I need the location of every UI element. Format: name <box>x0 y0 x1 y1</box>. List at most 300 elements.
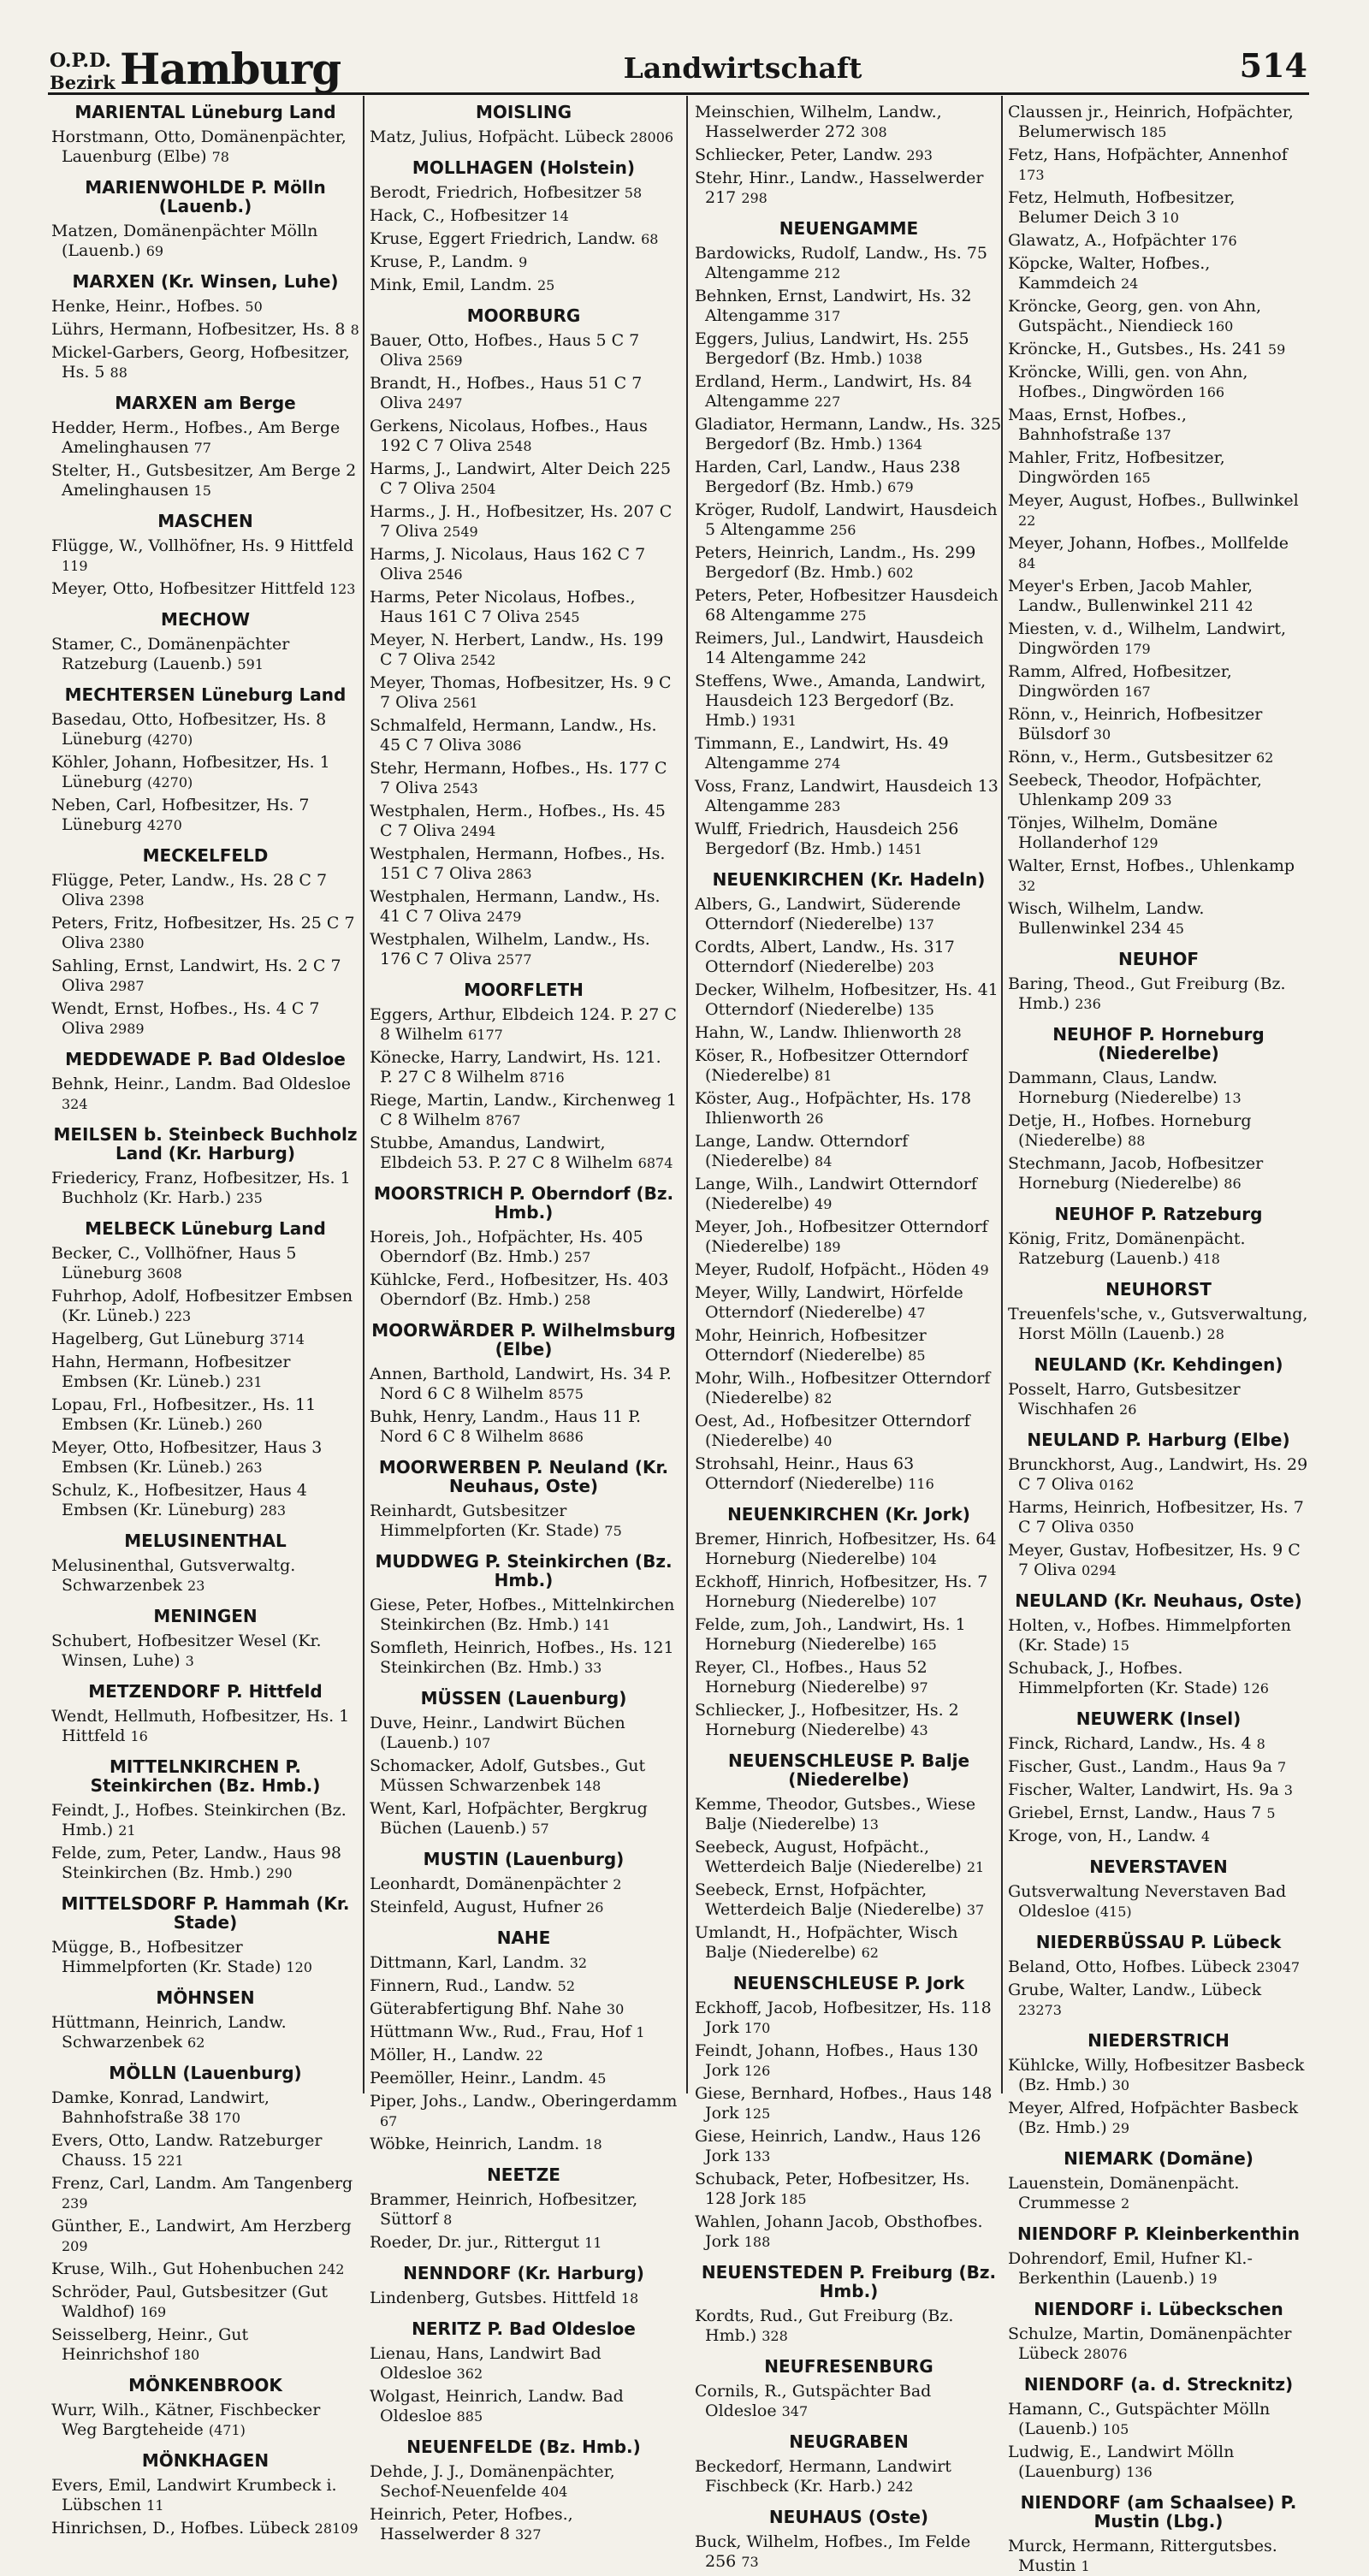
listing-text: Maas, Ernst, Hofbes., Bahnhofstraße <box>1008 406 1187 444</box>
listing-entry <box>51 1844 359 1883</box>
listing-entry <box>370 1134 678 1173</box>
phone-number: 88 <box>110 364 127 381</box>
column-1 <box>51 101 359 2538</box>
phone-number: 223 <box>164 1308 192 1324</box>
listing-entry <box>370 417 678 456</box>
listing-entry <box>1008 2249 1309 2289</box>
listing-entry <box>695 980 1003 1020</box>
phone-number: 885 <box>456 2408 483 2425</box>
listing-text: Schubert, Hofbesitzer Wesel (Kr. Winsen, Luhe) <box>51 1631 322 1670</box>
listing-entry <box>1008 188 1309 228</box>
phone-number: 3714 <box>270 1331 305 1347</box>
listing-entry <box>51 1938 359 1977</box>
phone-number: 328 <box>762 2328 788 2344</box>
listing-entry <box>1008 2537 1309 2576</box>
listing-text: Meyer, Alfred, Hofpächter Basbeck (Bz. Hmb.) <box>1008 2099 1299 2137</box>
listing-text: Tönjes, Wilhelm, Domäne Hollanderhof <box>1008 814 1218 852</box>
listing-entry <box>1008 2056 1309 2095</box>
phone-number: 165 <box>910 1637 937 1653</box>
place-heading: MOLLHAGEN (Holstein) <box>412 157 636 178</box>
listing-entry <box>51 2088 359 2128</box>
listing-text: Harden, Carl, Landw., Haus 238 Bergedorf (Bz. Hmb.) <box>695 458 961 496</box>
listing-entry <box>51 418 359 458</box>
phone-number: 185 <box>1140 124 1167 140</box>
listing-text: Piper, Johs., Landw., Oberingerdamm <box>370 2092 678 2111</box>
phone-number: 15 <box>193 483 211 499</box>
phone-number: 8 <box>443 2212 453 2228</box>
listing-entry <box>370 206 678 226</box>
listing-text: Wahlen, Johann Jacob, Obsthofbes. Jork <box>695 2212 983 2251</box>
listing-text: Kühlcke, Willy, Hofbesitzer Basbeck (Bz. Hmb.) <box>1008 2056 1305 2094</box>
phone-number: 15 <box>1111 1637 1129 1654</box>
listing-entry <box>1008 534 1309 573</box>
listing-text: Duve, Heinr., Landwirt Büchen (Lauenb.) <box>370 1714 625 1752</box>
phone-number: 2546 <box>427 566 463 583</box>
phone-number: 29 <box>1111 2120 1130 2136</box>
listing-text: Lienau, Hans, Landwirt Bad Oldesloe <box>370 2344 602 2383</box>
listing-text: Leonhardt, Domänenpächter <box>370 1874 608 1893</box>
listing-entry <box>370 545 678 584</box>
phone-number: 2863 <box>496 866 532 882</box>
listing-entry <box>370 2092 678 2131</box>
listing-entry <box>695 2212 1003 2252</box>
phone-number: 23047 <box>1256 1959 1301 1975</box>
listing-entry <box>370 2387 678 2426</box>
listing-text: Eggers, Arthur, Elbdeich 124. P. 27 C 8 Wilhelm <box>370 1005 677 1044</box>
listing-text: Seebeck, August, Hofpächt., Wetterdeich Balje (Niederelbe) <box>695 1838 962 1876</box>
place-heading: MECKELFELD <box>142 845 269 866</box>
column-4 <box>1008 101 1309 2575</box>
phone-number: 45 <box>1166 921 1184 937</box>
phone-number: (4270) <box>147 774 193 791</box>
place-heading: NEUENSCHLEUSE P. Balje (Niederelbe) <box>727 1750 970 1790</box>
listing-text: Henke, Heinr., Hofbes. <box>51 297 240 316</box>
place-heading: MUDDWEG P. Steinkirchen (Bz. Hmb.) <box>375 1551 673 1590</box>
phone-number: 28076 <box>1083 2346 1128 2362</box>
listing-text: Peters, Fritz, Hofbesitzer, Hs. 25 C 7 Oliva <box>51 914 355 952</box>
listing-text: Harms., J. H., Hofbesitzer, Hs. 207 C 7 Oliva <box>370 502 673 541</box>
listing-text: Kröncke, Willi, gen. von Ahn, Hofbes., Dingwörden <box>1008 363 1248 401</box>
phone-number: 84 <box>1018 555 1036 571</box>
listing-entry <box>695 1701 1003 1740</box>
phone-number: 308 <box>861 124 887 140</box>
phone-number: 136 <box>1126 2464 1153 2480</box>
listing-entry <box>370 1976 678 1996</box>
listing-entry <box>51 1395 359 1435</box>
phone-number: 404 <box>541 2484 568 2500</box>
phone-number: 2549 <box>442 524 478 540</box>
listing-text: Schulze, Martin, Domänenpächter Lübeck <box>1008 2324 1292 2363</box>
listing-text: Meinschien, Wilhelm, Landw., Hasselwerder 272 <box>695 103 942 141</box>
listing-text: Meyer's Erben, Jacob Mahler, Landw., Bullenwinkel 211 <box>1008 577 1253 615</box>
listing-text: Eckhoff, Jacob, Hofbesitzer, Hs. 118 Jork <box>695 1999 992 2037</box>
listing-entry <box>695 1880 1003 1920</box>
listing-entry <box>370 887 678 927</box>
listing-text: Neben, Carl, Hofbesitzer, Hs. 7 Lüneburg <box>51 796 310 834</box>
listing-text: Schröder, Paul, Gutsbesitzer (Gut Waldhof) <box>51 2283 329 2321</box>
phone-number: 73 <box>741 2554 759 2570</box>
listing-text: Erdland, Herm., Landwirt, Hs. 84 Altengamme <box>695 372 973 411</box>
listing-entry <box>695 938 1003 977</box>
listing-entry <box>1008 1455 1309 1495</box>
listing-entry <box>370 1874 678 1894</box>
listing-text: Meyer, Thomas, Hofbesitzer, Hs. 9 C 7 Oliva <box>370 673 672 712</box>
listing-entry <box>370 2505 678 2544</box>
phone-number: 33 <box>584 1660 602 1676</box>
phone-number: 602 <box>887 565 914 581</box>
listing-text: Köpcke, Walter, Hofbes., Kammdeich <box>1008 254 1211 293</box>
phone-number: 75 <box>604 1523 622 1539</box>
listing-entry <box>695 1412 1003 1451</box>
listing-entry <box>695 1795 1003 1834</box>
listing-text: Wulff, Friedrich, Hausdeich 256 Bergedorf (Bz. Hmb.) <box>695 820 959 858</box>
place-heading: MOORWÄRDER P. Wilhelmsburg (Elbe) <box>371 1320 676 1359</box>
phone-number: 327 <box>514 2526 542 2543</box>
listing-entry <box>695 1838 1003 1877</box>
phone-number: 84 <box>815 1153 833 1170</box>
place-heading: NEUENSCHLEUSE P. Jork <box>732 1973 965 1993</box>
place-heading: MÖNKHAGEN <box>141 2450 270 2471</box>
phone-number: 26 <box>806 1110 824 1127</box>
phone-number: 42 <box>1236 598 1253 614</box>
phone-number: 2561 <box>442 695 478 711</box>
listing-text: Peters, Heinrich, Landm., Hs. 299 Bergedorf (Bz. Hmb.) <box>695 543 976 582</box>
phone-number: (4270) <box>147 731 193 748</box>
listing-entry <box>695 734 1003 773</box>
listing-text: Kühlcke, Ferd., Hofbesitzer, Hs. 403 Oberndorf (Bz. Hmb.) <box>370 1270 669 1309</box>
listing-entry <box>1008 1616 1309 1655</box>
phone-number: 28 <box>1206 1326 1224 1342</box>
place-heading: MARIENTAL Lüneburg Land <box>74 102 336 122</box>
phone-number: 120 <box>286 1959 312 1975</box>
phone-number: 290 <box>266 1865 293 1881</box>
listing-text: Steinfeld, August, Hufner <box>370 1898 582 1916</box>
place-heading: NEULAND P. Harburg (Elbe) <box>1027 1430 1290 1450</box>
phone-number: 3086 <box>486 737 522 754</box>
phone-number: 8716 <box>529 1069 565 1086</box>
phone-number: 2987 <box>109 978 145 994</box>
place-heading: NIENDORF P. Kleinberkenthin <box>1017 2224 1300 2244</box>
phone-number: 59 <box>1267 341 1286 358</box>
listing-text: Bremer, Hinrich, Hofbesitzer, Hs. 64 Horneburg (Niederelbe) <box>695 1530 997 1568</box>
listing-text: Lührs, Hermann, Hofbesitzer, Hs. 8 <box>51 320 346 339</box>
listing-entry <box>370 631 678 670</box>
listing-text: Ludwig, E., Landwirt Mölln (Lauenburg) <box>1008 2443 1235 2481</box>
phone-number: 23273 <box>1018 2002 1062 2018</box>
listing-text: Matz, Julius, Hofpächt. Lübeck <box>370 127 625 146</box>
listing-entry <box>370 1501 678 1541</box>
listing-entry <box>370 229 678 249</box>
column-3 <box>695 101 1003 2571</box>
listing-text: Peters, Peter, Hofbesitzer Hausdeich 68 Altengamme <box>695 586 999 625</box>
listing-entry <box>370 759 678 798</box>
place-heading: NEETZE <box>487 2164 560 2185</box>
place-heading: NIENDORF (am Schaalsee) P. Mustin (Lbg.) <box>1020 2492 1297 2532</box>
listing-entry <box>695 1132 1003 1171</box>
listing-text: Umlandt, H., Hofpächter, Wisch Balje (Niederelbe) <box>695 1923 958 1962</box>
listing-entry <box>695 1260 1003 1280</box>
phone-number: 62 <box>187 2034 205 2051</box>
listing-text: Gladiator, Hermann, Landw., Hs. 325 Bergedorf (Bz. Hmb.) <box>695 415 1002 453</box>
listing-text: Reyer, Cl., Hofbes., Haus 52 Horneburg (Niederelbe) <box>695 1658 927 1697</box>
phone-number: 189 <box>815 1239 841 1255</box>
phone-number: 8767 <box>485 1112 521 1128</box>
listing-text: Westphalen, Hermann, Landw., Hs. 41 C 7 Oliva <box>370 887 661 926</box>
place-heading: MÜSSEN (Lauenburg) <box>420 1688 627 1708</box>
phone-number: 170 <box>744 2020 771 2036</box>
phone-number: 26 <box>586 1899 604 1916</box>
phone-number: 137 <box>1145 427 1171 443</box>
listing-text: Fetz, Hans, Hofpächter, Annenhof <box>1008 145 1288 164</box>
place-heading: NEUHOF P. Ratzeburg <box>1054 1204 1263 1224</box>
place-heading: MARXEN am Berge <box>115 393 296 413</box>
place-heading: NIEMARK (Domäne) <box>1064 2148 1253 2169</box>
phone-number: 22 <box>1018 512 1036 529</box>
listing-entry <box>51 1631 359 1671</box>
listing-text: Mohr, Wilh., Hofbesitzer Otterndorf (Niederelbe) <box>695 1369 991 1407</box>
listing-text: Felde, zum, Joh., Landwirt, Hs. 1 Horneburg (Niederelbe) <box>695 1615 966 1654</box>
phone-number: 2380 <box>109 935 145 951</box>
phone-number: 3 <box>1283 1782 1293 1798</box>
listing-entry <box>1008 1541 1309 1580</box>
phone-number: 173 <box>1018 167 1045 183</box>
listing-text: Schomacker, Adolf, Gutsbes., Gut Müssen Schwarzenbek <box>370 1756 646 1795</box>
listing-text: Gerkens, Nicolaus, Hofbes., Haus 192 C 7 Oliva <box>370 417 648 455</box>
phone-number: 221 <box>157 2153 184 2169</box>
phone-number: 18 <box>620 2290 639 2307</box>
phone-number: 11 <box>584 2235 602 2251</box>
listing-text: Hack, C., Hofbesitzer <box>370 206 547 225</box>
place-heading: MECHTERSEN Lüneburg Land <box>64 684 347 705</box>
listing-text: Strohsahl, Heinr., Haus 63 Otterndorf (Niederelbe) <box>695 1454 915 1493</box>
listing-text: Meyer, Joh., Hofbesitzer Otterndorf (Niederelbe) <box>695 1217 988 1256</box>
phone-number: 591 <box>237 656 264 672</box>
phone-number: 30 <box>1093 726 1111 743</box>
listing-entry <box>370 2344 678 2384</box>
listing-entry <box>370 374 678 413</box>
listing-text: Melusinenthal, Gutsverwaltg. Schwarzenbek <box>51 1556 296 1595</box>
phone-number: 227 <box>814 394 841 410</box>
listing-entry <box>1008 577 1309 616</box>
listing-entry <box>51 914 359 953</box>
phone-number: 85 <box>908 1347 926 1364</box>
listing-text: Mink, Emil, Landm. <box>370 275 532 294</box>
listing-entry <box>51 2401 359 2440</box>
bezirk-label: Bezirk <box>50 72 116 93</box>
place-heading: MÖHNSEN <box>156 1987 255 2008</box>
phone-number: 1 <box>636 2024 645 2040</box>
phone-number: 37 <box>966 1902 985 1918</box>
phone-number: 8 <box>350 322 359 338</box>
listing-text: Buck, Wilhelm, Hofbes., Im Felde 256 <box>695 2532 971 2571</box>
phone-number: 283 <box>259 1502 286 1519</box>
phone-number: 107 <box>910 1594 937 1610</box>
phone-number: 2497 <box>427 395 463 412</box>
listing-text: Schulz, K., Hofbesitzer, Haus 4 Embsen (Kr. Lüneburg) <box>51 1481 307 1519</box>
place-heading: NEULAND (Kr. Kehdingen) <box>1034 1354 1283 1375</box>
listing-text: Kordts, Rud., Gut Freiburg (Bz. Hmb.) <box>695 2307 954 2345</box>
listing-text: Giese, Heinrich, Landw., Haus 126 Jork <box>695 2127 981 2165</box>
phone-number: 1 <box>1081 2558 1090 2574</box>
phone-number: 50 <box>245 299 263 315</box>
place-heading: MITTELNKIRCHEN P. Steinkirchen (Bz. Hmb.) <box>90 1756 321 1796</box>
listing-text: Stechmann, Jacob, Hofbesitzer Horneburg (Niederelbe) <box>1008 1154 1264 1193</box>
listing-entry <box>1008 1882 1309 1922</box>
listing-entry <box>51 2325 359 2365</box>
place-heading: MECHOW <box>160 609 251 630</box>
listing-text: Hüttmann Ww., Rud., Frau, Hof <box>370 2022 631 2041</box>
listing-text: Schuback, J., Hofbes. Himmelpforten (Kr. Stade) <box>1008 1659 1238 1697</box>
listing-entry <box>1008 2174 1309 2213</box>
listing-entry <box>1008 1827 1309 1846</box>
listing-entry <box>370 2233 678 2253</box>
phone-number: 30 <box>1111 2077 1130 2093</box>
phone-number: 8575 <box>548 1386 584 1402</box>
listing-text: Kröncke, H., Gutsbes., Hs. 241 <box>1008 340 1263 358</box>
listing-text: Hahn, Hermann, Hofbesitzer Embsen (Kr. Lüneb.) <box>51 1353 291 1391</box>
listing-entry <box>1008 254 1309 293</box>
phone-number: 212 <box>814 265 841 281</box>
listing-text: Westphalen, Hermann, Hofbes., Hs. 151 C 7 Oliva <box>370 844 666 883</box>
listing-text: Wöbke, Heinrich, Landm. <box>370 2135 580 2153</box>
listing-text: Fuhrhop, Adolf, Hofbesitzer Embsen (Kr. Lüneb.) <box>51 1287 353 1325</box>
listing-text: Kruse, Eggert Friedrich, Landw. <box>370 229 637 248</box>
phone-number: 2504 <box>460 481 496 497</box>
listing-entry <box>695 1530 1003 1569</box>
place-heading: NIEDERSTRICH <box>1087 2030 1230 2051</box>
listing-entry <box>51 2174 359 2213</box>
listing-entry <box>51 999 359 1039</box>
listing-text: Flügge, Peter, Landw., Hs. 28 C 7 Oliva <box>51 871 328 909</box>
listing-text: Felde, zum, Peter, Landw., Haus 98 Steinkirchen (Bz. Hmb.) <box>51 1844 341 1882</box>
phone-number: 33 <box>1154 792 1172 808</box>
listing-entry <box>370 1714 678 1753</box>
phone-number: 18 <box>584 2136 602 2153</box>
listing-text: Eckhoff, Hinrich, Hofbesitzer, Hs. 7 Horneburg (Niederelbe) <box>695 1572 988 1611</box>
phone-number: 23 <box>187 1578 205 1594</box>
listing-text: Basedau, Otto, Hofbesitzer, Hs. 8 Lüneburg <box>51 710 327 749</box>
phone-number: 362 <box>456 2366 483 2382</box>
listing-entry <box>1008 491 1309 530</box>
phone-number: 123 <box>329 581 356 597</box>
phone-number: 1451 <box>887 841 922 857</box>
listing-text: Oest, Ad., Hofbesitzer Otterndorf (Niederelbe) <box>695 1412 970 1450</box>
phone-number: 160 <box>1206 318 1234 335</box>
listing-text: Griebel, Ernst, Landw., Haus 7 <box>1008 1803 1262 1822</box>
listing-entry <box>51 753 359 792</box>
listing-entry <box>51 1556 359 1596</box>
listing-text: Grube, Walter, Landw., Lübeck <box>1008 1981 1262 1999</box>
listing-text: Fischer, Walter, Landwirt, Hs. 9a <box>1008 1780 1279 1799</box>
listing-entry <box>1008 1659 1309 1698</box>
listing-text: Rönn, v., Heinrich, Hofbesitzer Bülsdorf <box>1008 705 1263 743</box>
place-heading: NIENDORF i. Lübeckschen <box>1034 2299 1283 2319</box>
phone-number: 3608 <box>147 1265 182 1282</box>
listing-entry <box>1008 705 1309 744</box>
listing-entry <box>51 579 359 599</box>
place-heading: NAHE <box>496 1928 551 1948</box>
phone-number: 679 <box>887 479 914 495</box>
listing-entry <box>695 103 1003 142</box>
phone-number: 28006 <box>630 129 674 145</box>
phone-number: 19 <box>1200 2271 1218 2287</box>
phone-number: (415) <box>1094 1904 1132 1920</box>
place-heading: MOORWERBEN P. Neuland (Kr. Neuhaus, Oste) <box>378 1457 669 1496</box>
listing-text: Seebeck, Theodor, Hofpächter, Uhlenkamp 209 <box>1008 771 1262 809</box>
listing-text: Meyer, Gustav, Hofbesitzer, Hs. 9 C 7 Oliva <box>1008 1541 1301 1579</box>
phone-number: 165 <box>1124 470 1151 486</box>
listing-entry <box>370 1048 678 1087</box>
listing-entry <box>370 930 678 969</box>
place-heading: NEUHOF P. Horneburg (Niederelbe) <box>1052 1024 1265 1063</box>
listing-text: Bardowicks, Rudolf, Landw., Hs. 75 Altengamme <box>695 244 987 282</box>
listing-text: Damke, Konrad, Landwirt, Bahnhofstraße 38 <box>51 2088 270 2127</box>
phone-number: 14 <box>551 208 569 224</box>
listing-entry <box>1008 406 1309 445</box>
place-heading: MOISLING <box>475 102 572 122</box>
listing-entry <box>695 2041 1003 2081</box>
listing-entry <box>1008 2400 1309 2439</box>
listing-text: Harms, Peter Nicolaus, Hofbes., Haus 161 C 7 Oliva <box>370 588 636 626</box>
listing-entry <box>695 169 1003 208</box>
place-heading: MELBECK Lüneburg Land <box>85 1218 326 1239</box>
listing-text: Giese, Bernhard, Hofbes., Haus 148 Jork <box>695 2084 993 2123</box>
listing-entry <box>1008 1734 1309 1754</box>
listing-text: Mahler, Fritz, Hofbesitzer, Dingwörden <box>1008 448 1225 487</box>
phone-number: 8 <box>1256 1736 1265 1752</box>
place-heading: NEUHAUS (Oste) <box>768 2507 929 2527</box>
listing-entry <box>51 710 359 749</box>
listing-text: Lopau, Frl., Hofbesitzer., Hs. 11 Embsen (Kr. Lüneb.) <box>51 1395 317 1434</box>
phone-number: 6177 <box>468 1027 503 1043</box>
listing-entry <box>695 1217 1003 1257</box>
phone-number: 78 <box>211 149 229 165</box>
listing-text: Harms, J. Nicolaus, Haus 162 C 7 Oliva <box>370 545 646 583</box>
listing-text: Meyer, Willy, Landwirt, Hörfelde Otterndorf (Niederelbe) <box>695 1283 963 1322</box>
phone-number: 0294 <box>1081 1562 1117 1578</box>
listing-entry <box>1008 619 1309 659</box>
listing-entry <box>370 183 678 203</box>
phone-number: 133 <box>744 2148 771 2164</box>
place-heading: MÖLLN (Lauenburg) <box>109 2063 302 2083</box>
listing-entry <box>1008 297 1309 336</box>
listing-entry <box>370 1898 678 1917</box>
listing-entry <box>370 1638 678 1678</box>
phone-number: 2543 <box>442 780 478 796</box>
listing-entry <box>370 127 678 147</box>
phone-number: 43 <box>910 1722 928 1738</box>
listing-text: Schmalfeld, Hermann, Landw., Hs. 45 C 7 Oliva <box>370 716 657 755</box>
listing-text: Holten, v., Hofbes. Himmelpforten (Kr. Stade) <box>1008 1616 1291 1655</box>
listing-text: Baring, Theod., Gut Freiburg (Bz. Hmb.) <box>1008 974 1286 1013</box>
listing-text: Flügge, W., Vollhöfner, Hs. 9 Hittfeld <box>51 536 354 555</box>
phone-number: 129 <box>1131 835 1159 851</box>
phone-number: 4 <box>1200 1828 1211 1845</box>
listing-text: Walter, Ernst, Hofbes., Uhlenkamp <box>1008 856 1295 875</box>
place-heading: MASCHEN <box>157 511 253 531</box>
listing-entry <box>1008 1111 1309 1151</box>
listing-text: Kruse, Wilh., Gut Hohenbuchen <box>51 2259 313 2278</box>
page-number: 514 <box>1239 46 1307 85</box>
phone-number: 148 <box>574 1778 602 1794</box>
listing-entry <box>695 1454 1003 1494</box>
phone-number: 119 <box>62 558 88 574</box>
phone-number: 45 <box>589 2070 607 2087</box>
listing-entry <box>51 1707 359 1746</box>
listing-entry <box>51 2283 359 2322</box>
listing-text: Claussen jr., Heinrich, Hofpächter, Belumerwisch <box>1008 103 1294 141</box>
listing-text: Decker, Wilhelm, Hofbesitzer, Hs. 41 Otterndorf (Niederelbe) <box>695 980 999 1019</box>
